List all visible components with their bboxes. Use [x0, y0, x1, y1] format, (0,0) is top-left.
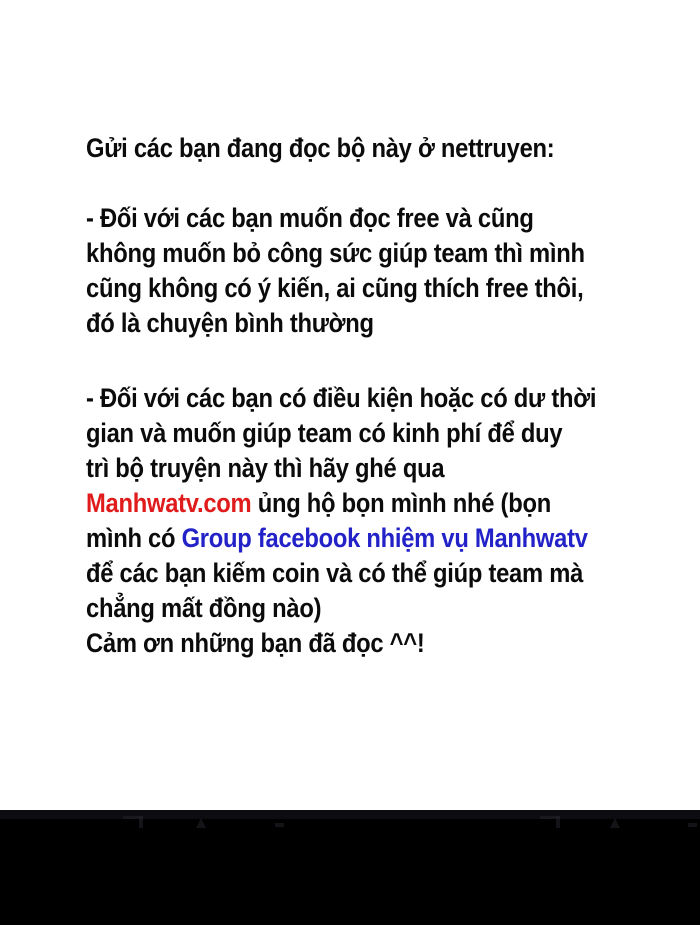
notice-line: để các bạn kiếm coin và có thể giúp team mà	[86, 558, 584, 588]
faint-artwork-mark	[139, 816, 143, 828]
faint-artwork-mark	[610, 818, 620, 828]
artwork-edge-strip	[0, 810, 700, 819]
faint-artwork-mark	[275, 823, 284, 827]
notice-line: không muốn bỏ công sức giúp team thì mình	[86, 238, 585, 268]
notice-paragraph-free	[86, 201, 649, 341]
translator-notice	[86, 131, 649, 661]
notice-line: cũng không có ý kiến, ai cũng thích free thôi,	[86, 273, 584, 303]
notice-line-site	[86, 486, 649, 521]
notice-line: trì bộ truyện này thì hãy ghé qua	[86, 453, 445, 483]
notice-line-fragment: mình có	[86, 523, 182, 553]
faint-artwork-mark	[196, 818, 206, 828]
bottom-artwork-panel	[0, 810, 700, 925]
notice-line: gian và muốn giúp team có kinh phí để duy	[86, 418, 563, 448]
notice-line: chẳng mất đồng nào)	[86, 593, 322, 623]
notice-paragraph-support	[86, 381, 649, 661]
faint-artwork-mark	[688, 823, 697, 827]
notice-thanks-line: Cảm ơn những bạn đã đọc ^^!	[86, 628, 425, 658]
faint-artwork-mark	[556, 816, 560, 828]
notice-line-fragment: ủng hộ bọn mình nhé (bọn	[251, 488, 551, 518]
notice-line-group	[86, 521, 649, 556]
manhwatv-site-text: Manhwatv.com	[86, 488, 252, 518]
notice-line: - Đối với các bạn có điều kiện hoặc có dư thời	[86, 383, 597, 413]
notice-line: - Đối với các bạn muốn đọc free và cũng	[86, 203, 534, 233]
notice-intro-line: Gửi các bạn đang đọc bộ này ở nettruyen:	[86, 133, 555, 163]
facebook-group-text: Group facebook nhiệm vụ Manhwatv	[181, 523, 588, 553]
notice-line: đó là chuyện bình thường	[86, 308, 374, 338]
